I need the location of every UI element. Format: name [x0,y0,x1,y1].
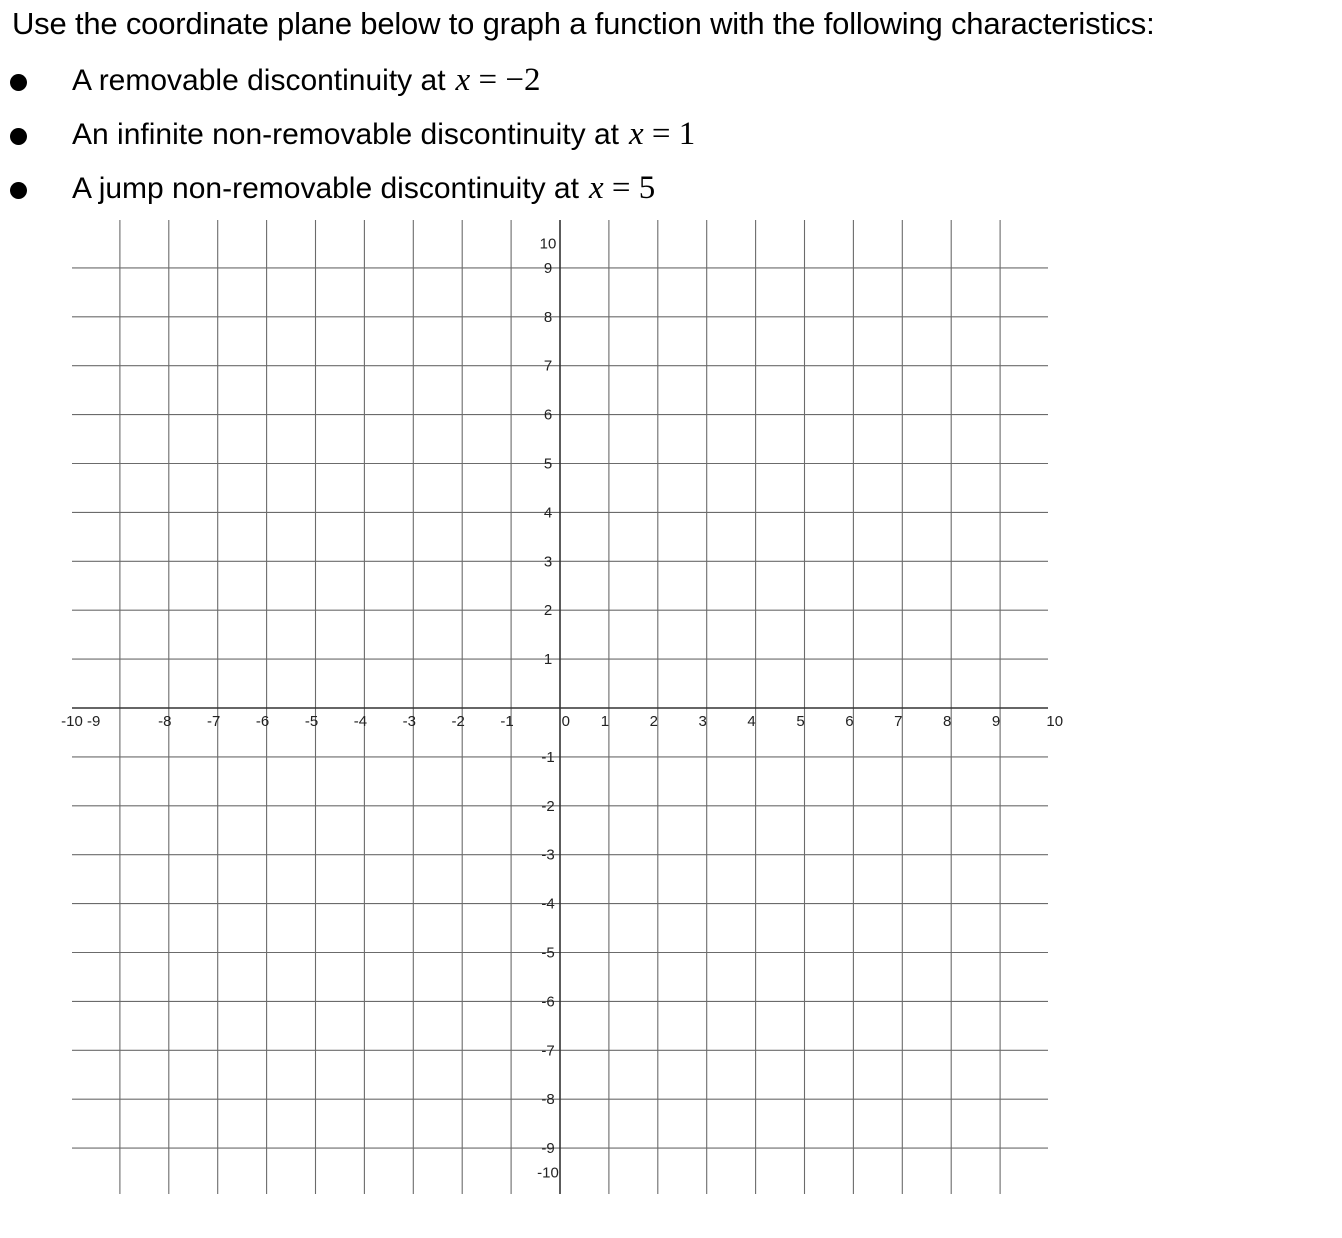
x-tick-label: 3 [698,713,707,730]
x-tick-label: 6 [845,713,854,730]
y-tick-label: 5 [543,455,553,473]
x-tick-label: -1 [500,713,514,730]
y-tick-label: 4 [543,504,553,522]
y-tick-label: -6 [541,993,555,1011]
math-expression: x = 5 [588,170,656,206]
y-tick-label: -3 [541,846,555,864]
x-tick-label: 8 [943,713,952,730]
x-tick-label: 1 [600,713,610,730]
y-tick-label: 10 [539,235,557,253]
y-tick-label: -8 [541,1091,555,1109]
bullet-text: A jump non-removable discontinuity at x = 5 [72,170,656,206]
x-tick-label: -6 [255,713,270,730]
bullet-text: An infinite non-removable discontinuity at x = 1 [72,116,696,152]
x-tick-label: 0 [561,713,570,730]
x-tick-label: 7 [894,713,903,730]
y-tick-label: 9 [543,259,553,277]
y-tick-label: -7 [541,1042,555,1060]
y-tick-label: -2 [541,797,555,815]
y-tick-label: 1 [543,651,553,669]
x-tick-label: 9 [991,713,1001,730]
y-tick-label: 3 [543,553,553,571]
x-tick-label: -5 [304,713,319,730]
y-tick-label: 8 [543,308,553,326]
y-tick-label: 2 [543,602,553,620]
y-tick-label: 6 [543,406,553,424]
x-tick-label: 4 [747,713,756,730]
y-tick-label: -9 [541,1140,555,1158]
x-tick-label: -10 -9 [61,713,101,730]
y-tick-label: -4 [541,895,555,913]
math-expression: x = 1 [628,116,696,152]
x-tick-label: -7 [207,713,221,730]
math-expression: x = −2 [455,62,541,98]
y-tick-label: 7 [543,357,553,375]
x-tick-label: -2 [451,713,465,730]
bullet-text: A removable discontinuity at x = −2 [72,62,541,98]
y-tick-label: -5 [541,944,555,962]
y-tick-label: -10 [537,1164,559,1182]
x-tick-label: 5 [796,713,805,730]
x-tick-label: -8 [158,713,172,730]
x-tick-label: 10 [1046,713,1064,730]
problem-prompt: Use the coordinate plane below to graph a function with the following characteristics: [12,6,1155,41]
y-tick-label: -1 [541,748,555,766]
x-tick-label: -4 [353,713,368,730]
x-tick-label: -3 [402,713,416,730]
x-tick-label: 2 [649,713,658,730]
